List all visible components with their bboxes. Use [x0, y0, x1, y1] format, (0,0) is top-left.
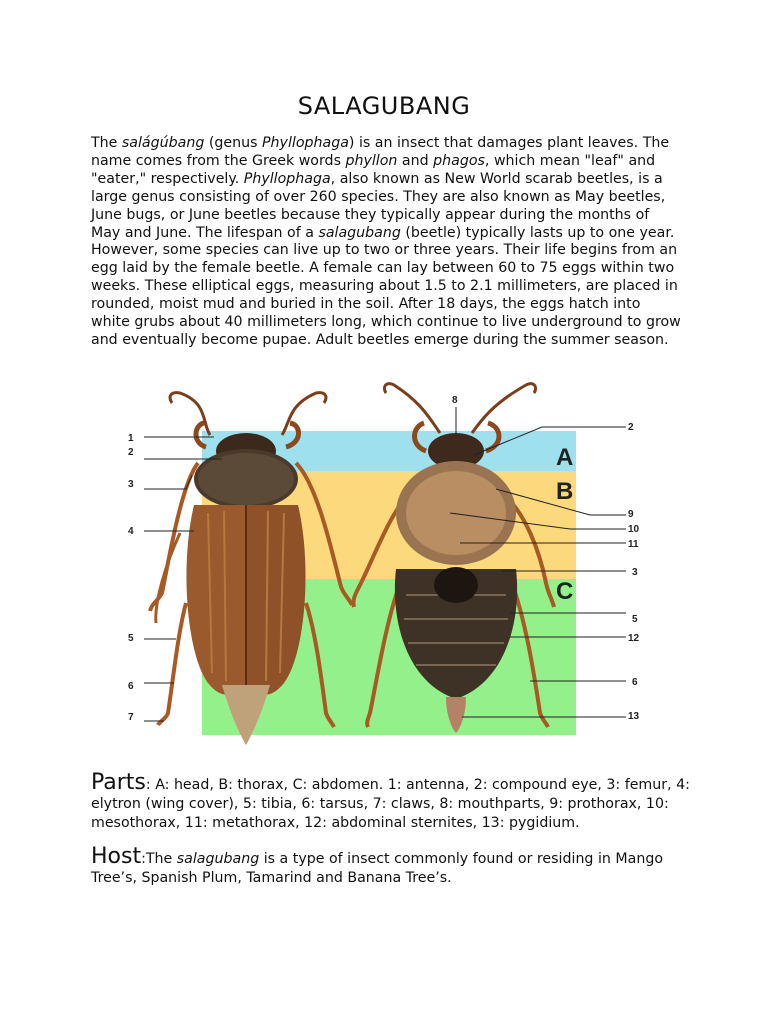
left-label-7: 7: [128, 712, 134, 723]
region-label-c: C: [556, 578, 574, 605]
host-segment: salagubang: [176, 851, 260, 867]
right-label-10: 10: [628, 524, 640, 535]
left-label-4: 4: [128, 526, 134, 537]
host-segment: is a type of insect commonly found or residing in Mango Tree’s, Spanish Plum, Tamarind and Banana Tree’s.: [91, 851, 664, 886]
intro-segment: (genus: [204, 135, 262, 151]
host-segment: :The: [141, 851, 177, 867]
right-label-12: 12: [628, 633, 640, 644]
left-label-6: 6: [128, 681, 134, 692]
page-title: SALAGUBANG: [297, 92, 471, 120]
left-label-2: 2: [128, 447, 134, 458]
right-label-5: 5: [632, 614, 638, 625]
parts-text: : A: head, B: thorax, C: abdomen. 1: antenna, 2: compound eye, 3: femur, 4: elytron (wing cover), 5: tibia, 6: tarsus, 7: claws, 8: mouthparts, 9: prothorax, 10: mesothorax, 11: metathorax, 12: abdominal sternites, 13: pygidium.: [91, 777, 690, 831]
intro-paragraph: [91, 135, 681, 350]
right-label-8: 8: [452, 395, 458, 406]
beetle-anatomy-figure: [90, 363, 678, 755]
intro-segment: salagubang: [318, 224, 401, 241]
intro-segment: ) is an insect that damages plant leaves. The name comes from the Greek words: [91, 135, 670, 169]
host-heading: Host: [91, 844, 142, 869]
intro-segment: (beetle) typically lasts up to one year. However, some species can live up to two or three years. Their life begins from an egg laid by the female beetle. A female can lay between 60 to 75 eggs within two weeks. These elliptical eggs, measuring about 1.5 to 2.1 millimeters, are placed in rounded, moist mud and buried in the soil. After 18 days, the eggs hatch into white grubs about 40 millimeters long, which continue to live underground to grow and eventually become pupae. Adult beetles emerge during the summer season.: [91, 224, 681, 348]
right-label-6: 6: [632, 677, 638, 688]
left-label-1: 1: [128, 433, 134, 444]
right-label-9: 9: [628, 509, 634, 520]
intro-segment: Phyllophaga: [262, 135, 349, 151]
intro-segment: Phyllophaga: [243, 170, 331, 187]
parts-paragraph: [91, 772, 691, 833]
beetle-diagram: [90, 363, 678, 755]
intro-segment: and: [397, 152, 434, 169]
right-label-11: 11: [628, 539, 639, 550]
left-label-5: 5: [128, 633, 134, 644]
region-label-b: B: [556, 478, 574, 505]
region-label-a: A: [556, 444, 574, 471]
host-text: [91, 851, 663, 886]
intro-segment: , which mean "leaf" and "eater," respectively.: [91, 152, 656, 187]
parts-heading: Parts: [91, 770, 146, 795]
right-label-13: 13: [628, 711, 640, 722]
intro-segment: salágúbang: [121, 135, 205, 151]
intro-segment: The: [91, 135, 122, 151]
intro-segment: phagos: [433, 152, 485, 169]
right-label-2: 2: [628, 422, 634, 433]
intro-segment: phyllon: [345, 152, 398, 169]
right-label-3: 3: [632, 567, 638, 578]
host-paragraph: [91, 846, 691, 888]
left-label-3: 3: [128, 479, 134, 490]
intro-segment: , also known as New World scarab beetles, is a large genus consisting of over 260 species. They are also known as May beetles, June bugs, or June beetles because they typically appear during the months of May and June. The lifespan of a: [91, 170, 666, 241]
